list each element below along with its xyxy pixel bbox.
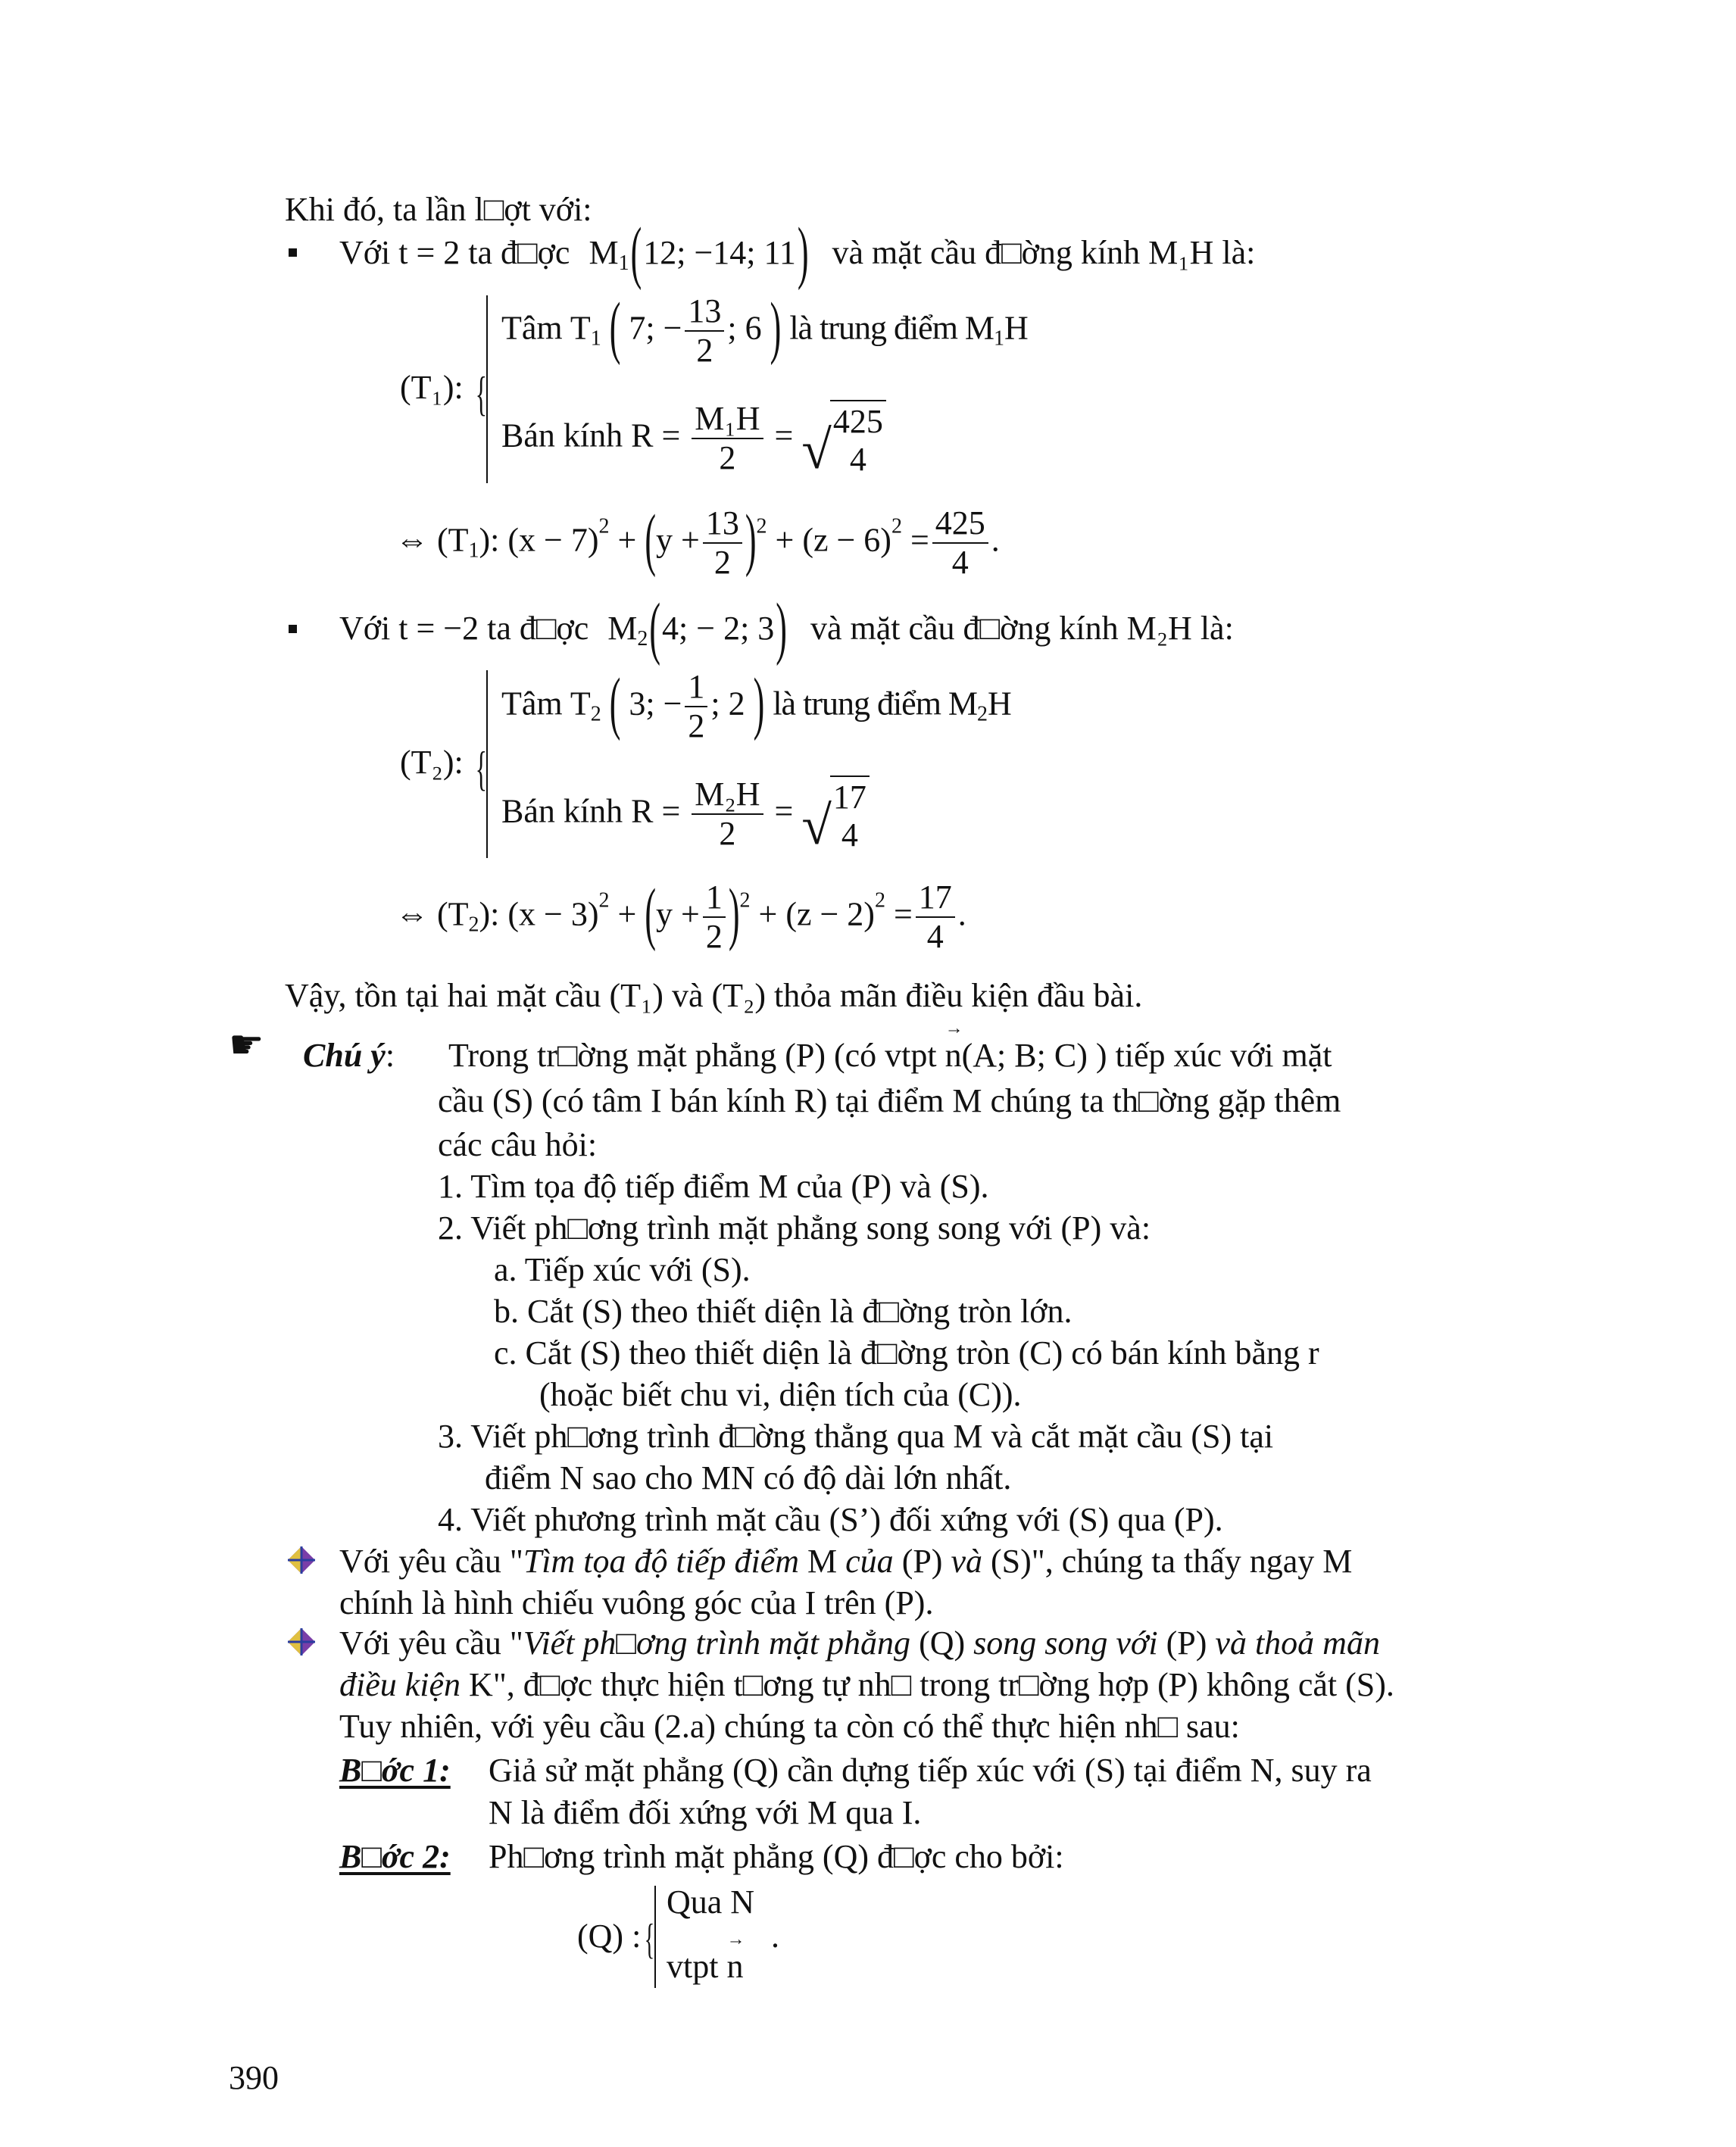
q-line1: Qua N	[667, 1883, 755, 1921]
bullet	[289, 625, 297, 633]
q-label: (Q) :	[577, 1918, 642, 1955]
step1-label: B□ớc 1:	[339, 1752, 451, 1789]
note-item: 1. Tìm tọa độ tiếp điểm M của (P) và (S).	[438, 1168, 989, 1205]
q-end: .	[771, 1918, 779, 1955]
case1-equation: ⇔ $(T_1)$: $(x - 7)^2 + (y$ + $\frac{13}{2}$ )$^2 + (z - 6)^2$ = $\frac{425}{4}$ .	[395, 500, 1000, 582]
case1-heading: Với t = 2 ta đ□ợc $M_1(12$; −14; 11) và mặt cầu đ□ờng kính M₁H là:	[339, 213, 1256, 292]
brace	[654, 1886, 656, 1988]
note-line2: cầu (S) (có tâm I bán kính R) tại điểm M chúng ta th□ờng gặp thêm	[438, 1082, 1341, 1119]
case1-label: (T₁):	[400, 369, 464, 406]
page-number: 390	[229, 2059, 279, 2096]
bullet	[289, 248, 297, 257]
case1-radius: Bán kính R = $\frac{\text{M₁H}}{2}$ = √ 425 4	[501, 400, 886, 477]
brace-tip: {	[475, 367, 488, 420]
case2-equation: ⇔ $(T_2)$: $(x - 3)^2 + (y$ + $\frac{1}{2}$ )$^2 + (z - 2)^2$ = $\frac{17}{4}$ .	[395, 874, 966, 956]
note-item: 4. Viết phương trình mặt cầu (S’) đối xứng với (S) qua (P).	[438, 1501, 1223, 1538]
req2-line1: Với yêu cầu "Viết ph□ơng trình mặt phẳng (Q) song song với (P) và thoả mãn	[339, 1624, 1380, 1662]
note-item: 3. Viết ph□ơng trình đ□ờng thẳng qua M và cắt mặt cầu (S) tại	[438, 1418, 1274, 1455]
req1-line2: chính là hình chiếu vuông góc của I trên (P).	[339, 1584, 934, 1621]
note-item: b. Cắt (S) theo thiết diện là đ□ờng tròn lớn.	[494, 1293, 1073, 1330]
step1-line1: Giả sử mặt phẳng (Q) cần dựng tiếp xúc với (S) tại điểm N, suy ra	[489, 1752, 1372, 1789]
case2-center: Tâm $T_2$ ( 3; − $\frac{1}{2}$ ; 2 ) là trung điểm $M_2H$	[501, 663, 1012, 745]
brace-tip: {	[644, 1916, 655, 1963]
diamond-bullet-icon	[286, 1545, 317, 1575]
note-item: a. Tiếp xúc với (S).	[494, 1251, 751, 1288]
intro-text: Khi đó, ta lần l□ợt với:	[285, 191, 592, 228]
case1-center: Tâm $T_1$ ( 7; − $\frac{13}{2}$ ; 6 ) là trung điểm $M_1H$	[501, 288, 1029, 370]
step2-line1: Ph□ơng trình mặt phẳng (Q) đ□ợc cho bởi:	[489, 1838, 1064, 1875]
note-line3: các câu hỏi:	[438, 1126, 598, 1163]
step2-label: B□ớc 2:	[339, 1838, 451, 1875]
note-item: (hoặc biết chu vi, diện tích của (C)).	[539, 1376, 1022, 1413]
case2-label: (T₂):	[400, 744, 464, 781]
diamond-bullet-icon	[286, 1627, 317, 1657]
brace-tip: {	[475, 741, 488, 795]
req1-line1: Với yêu cầu "Tìm tọa độ tiếp điểm M của (P) và (S)", chúng ta thấy ngay M	[339, 1543, 1353, 1580]
pointing-hand-icon: ☛	[229, 1024, 264, 1067]
step1-line2: N là điểm đối xứng với M qua I.	[489, 1794, 922, 1831]
note-item: điểm N sao cho MN có độ dài lớn nhất.	[485, 1459, 1012, 1496]
req2-line2: điều kiện K", đ□ợc thực hiện t□ơng tự nh□ trong tr□ờng hợp (P) không cắt (S).	[339, 1666, 1394, 1703]
req2-line3: Tuy nhiên, với yêu cầu (2.a) chúng ta còn có thể thực hiện nh□ sau:	[339, 1708, 1240, 1745]
note-line1: Trong tr□ờng mặt phẳng (P) (có vtpt → n(A; B; C) ) tiếp xúc với mặt	[448, 1039, 1332, 1072]
q-line2: vtpt → n	[667, 1950, 743, 1983]
conclusion-text: Vậy, tồn tại hai mặt cầu (T₁) và (T₂) thỏa mãn điều kiện đầu bài.	[285, 977, 1143, 1014]
note-item: c. Cắt (S) theo thiết diện là đ□ờng tròn (C) có bán kính bằng r	[494, 1334, 1319, 1372]
note-item: 2. Viết ph□ơng trình mặt phẳng song song với (P) và:	[438, 1209, 1151, 1247]
case2-heading: Với t = −2 ta đ□ợc $M_2(4$; − 2; 3) và mặt cầu đ□ờng kính M₂H là:	[339, 588, 1234, 667]
note-title: Chú ý:	[303, 1037, 395, 1074]
case2-radius: Bán kính R = $\frac{\text{M₂H}}{2}$ = √ 17 4	[501, 775, 870, 853]
